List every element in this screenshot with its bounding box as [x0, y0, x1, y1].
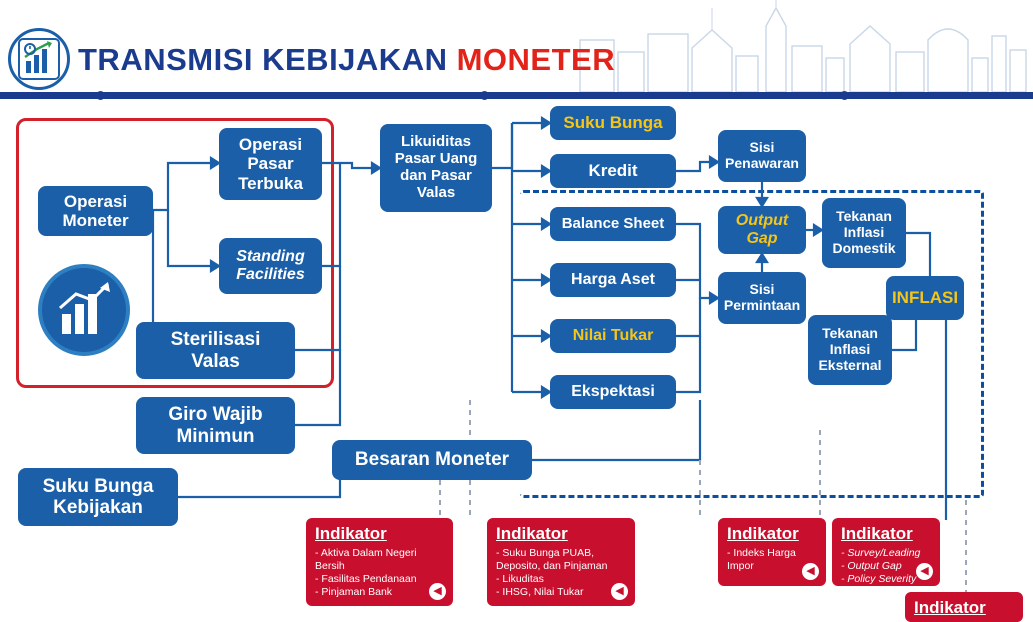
list-item: - Suku Bunga PUAB, [496, 547, 595, 559]
node-output-gap[interactable] [718, 206, 806, 254]
indikator-list [496, 547, 626, 600]
node-inflasi[interactable] [886, 276, 964, 320]
node-tekanan-inflasi-eksternal[interactable] [808, 315, 892, 385]
list-item: - Indeks Harga [727, 547, 796, 559]
node-standing-facilities[interactable] [219, 238, 322, 294]
indikator-card-5[interactable] [905, 592, 1023, 622]
node-label: Valas [191, 350, 240, 372]
node-operasi-pasar-terbuka[interactable] [219, 128, 322, 200]
node-label: Pasar Uang [394, 150, 478, 168]
node-ekspektasi[interactable] [550, 375, 676, 409]
indikator-list [315, 547, 444, 600]
node-giro-wajib-minimun[interactable] [136, 397, 295, 454]
node-label: Ekspektasi [571, 383, 655, 401]
indikator-card-2[interactable] [487, 518, 635, 606]
node-label: Eksternal [818, 356, 882, 373]
indikator-card-1[interactable] [306, 518, 453, 606]
node-label: Besaran Moneter [354, 449, 510, 471]
node-sterilisasi-valas[interactable] [136, 322, 295, 379]
node-label: Harga Aset [571, 271, 655, 289]
node-label: Suku Bunga [563, 113, 663, 133]
indikator-card-4[interactable] [832, 518, 940, 586]
node-label: Giro Wajib [168, 404, 263, 426]
node-label: Sisi [749, 139, 775, 156]
node-suku-bunga[interactable] [550, 106, 676, 140]
node-label: Sisi [749, 281, 775, 298]
node-label: Domestik [832, 239, 896, 256]
node-label: Minimun [176, 425, 255, 447]
growth-chart-icon [38, 264, 130, 356]
node-label: Output [735, 212, 789, 230]
prev-arrow-icon[interactable]: ◀ [429, 583, 446, 600]
page-title [78, 42, 615, 78]
node-label: INFLASI [891, 288, 959, 308]
node-label: Kredit [588, 161, 638, 181]
header-dot [840, 91, 849, 100]
node-suku-bunga-kebijakan[interactable] [18, 468, 178, 526]
indikator-card-3[interactable] [718, 518, 826, 586]
node-balance-sheet[interactable] [550, 207, 676, 241]
indikator-title: Indikator [914, 598, 986, 617]
node-label: Operasi [238, 135, 303, 155]
list-item: - Likuditas [496, 573, 544, 586]
prev-arrow-icon[interactable]: ◀ [611, 583, 628, 600]
node-tekanan-inflasi-domestik[interactable] [822, 198, 906, 268]
node-label: Penawaran [725, 155, 799, 171]
node-label: Sterilisasi [170, 329, 261, 351]
node-label: Moneter [62, 211, 129, 230]
page-title-accent: MONETER [456, 42, 616, 77]
list-item: - Fasilitas Pendanaan [315, 573, 417, 586]
node-sisi-penawaran[interactable] [718, 130, 806, 182]
list-item: - Policy Severity [841, 573, 917, 586]
page-title-main: TRANSMISI KEBIJAKAN [78, 42, 457, 77]
node-label: Balance Sheet [561, 214, 665, 232]
node-kredit[interactable] [550, 154, 676, 188]
header-dot [480, 91, 489, 100]
node-likuiditas-pasar-uang[interactable] [380, 124, 492, 212]
list-item: - Output Gap [841, 560, 902, 573]
node-label: Suku Bunga [42, 475, 154, 497]
node-sisi-permintaan[interactable] [718, 272, 806, 324]
node-label: Terbuka [238, 173, 303, 193]
node-label: Tekanan [836, 208, 892, 225]
chart-circle-logo-icon [8, 28, 70, 90]
node-nilai-tukar[interactable] [550, 319, 676, 353]
node-label: Operasi [63, 191, 128, 211]
header-rule [0, 92, 1033, 99]
list-item: - Pinjaman Bank [315, 586, 393, 599]
list-item: - IHSG, Nilai Tukar [496, 586, 584, 599]
header-dot [96, 91, 105, 100]
node-label: Inflasi [843, 224, 885, 241]
node-label: dan Pasar Valas [400, 167, 472, 201]
node-operasi-moneter[interactable] [38, 186, 153, 236]
node-label: Pasar [247, 154, 294, 174]
list-item: Deposito, dan Pinjaman [496, 560, 608, 573]
node-label: Likuiditas [400, 133, 471, 151]
node-label: Gap [746, 230, 778, 247]
list-item: - Survey/Leading [841, 547, 921, 559]
list-item: - Aktiva Dalam Negeri [315, 547, 417, 559]
node-label: Nilai Tukar [572, 327, 654, 345]
node-label: Permintaan [723, 297, 801, 313]
prev-arrow-icon[interactable]: ◀ [802, 563, 819, 580]
node-label: Kebijakan [53, 497, 143, 518]
indikator-title: Indikator [315, 524, 387, 543]
node-label: Tekanan [822, 325, 878, 342]
jakarta-skyline-icon [570, 0, 1033, 100]
node-label: Facilities [236, 266, 305, 283]
node-label: Standing [236, 248, 305, 266]
indikator-title: Indikator [841, 524, 913, 543]
list-item: Bersih [315, 560, 345, 573]
node-besaran-moneter[interactable] [332, 440, 532, 480]
node-label: Inflasi [829, 341, 871, 358]
list-item: Impor [727, 560, 754, 573]
indikator-title: Indikator [727, 524, 799, 543]
indikator-title: Indikator [496, 524, 568, 543]
node-harga-aset[interactable] [550, 263, 676, 297]
prev-arrow-icon[interactable]: ◀ [916, 563, 933, 580]
